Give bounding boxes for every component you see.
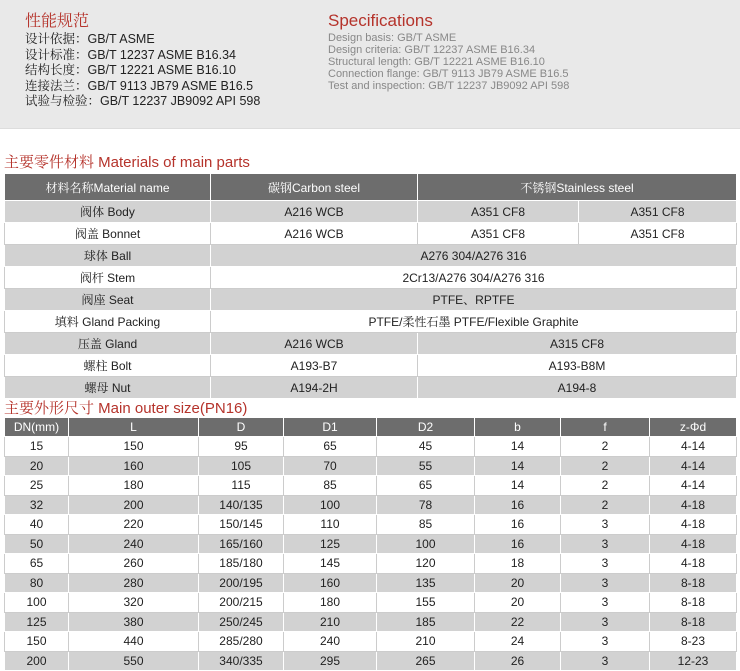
table-row <box>5 554 737 574</box>
part-name: 阀盖 Bonnet <box>5 223 211 245</box>
dimension-cell: 320 <box>69 593 199 613</box>
material-cell: A351 CF8 <box>579 223 737 245</box>
column-header: D2 <box>377 418 475 437</box>
material-cell: A194-8 <box>418 377 737 399</box>
dimension-cell: 240 <box>284 632 377 652</box>
dimension-cell: 55 <box>377 456 475 476</box>
dimensions-table <box>4 417 737 671</box>
material-cell: A351 CF8 <box>418 223 579 245</box>
material-cell: A216 WCB <box>211 333 418 355</box>
dimension-cell: 65 <box>377 476 475 496</box>
material-cell: PTFE/柔性石墨 PTFE/Flexible Graphite <box>211 311 737 333</box>
dimension-cell: 110 <box>284 515 377 535</box>
dimension-cell: 250/245 <box>199 612 284 632</box>
dimension-cell: 380 <box>69 612 199 632</box>
dimension-cell: 3 <box>561 573 650 593</box>
column-header: z-Φd <box>650 418 737 437</box>
part-name: 螺柱 Bolt <box>5 355 211 377</box>
specifications-panel <box>0 0 740 129</box>
dimension-cell: 22 <box>475 612 561 632</box>
dimension-cell: 185 <box>377 612 475 632</box>
spec-en-line: Structural length: GB/T 12221 ASME B16.10 <box>328 56 545 68</box>
materials-title: 主要零件材料 Materials of main parts <box>4 154 250 171</box>
dimension-cell: 3 <box>561 651 650 671</box>
table-row <box>5 437 737 457</box>
dimension-cell: 16 <box>475 515 561 535</box>
table-row <box>5 245 737 267</box>
dimension-cell: 65 <box>284 437 377 457</box>
material-cell: A193-B7 <box>211 355 418 377</box>
dimension-cell: 105 <box>199 456 284 476</box>
material-cell: A276 304/A276 316 <box>211 245 737 267</box>
table-row <box>5 289 737 311</box>
dimension-cell: 260 <box>69 554 199 574</box>
table-row <box>5 311 737 333</box>
part-name: 螺母 Nut <box>5 377 211 399</box>
table-row <box>5 534 737 554</box>
dimension-cell: 50 <box>5 534 69 554</box>
dimension-cell: 100 <box>377 534 475 554</box>
dimension-cell: 8-18 <box>650 612 737 632</box>
spec-cn-line: 试验与检验：GB/T 12237 JB9092 API 598 <box>25 94 261 108</box>
dimension-cell: 2 <box>561 495 650 515</box>
spec-en-title: Specifications <box>328 11 433 30</box>
dimension-cell: 8-23 <box>650 632 737 652</box>
dimension-cell: 24 <box>475 632 561 652</box>
dimension-cell: 70 <box>284 456 377 476</box>
dimension-cell: 14 <box>475 437 561 457</box>
dimension-cell: 14 <box>475 456 561 476</box>
material-cell: A351 CF8 <box>579 201 737 223</box>
spec-en <box>328 10 569 92</box>
dimension-cell: 4-14 <box>650 456 737 476</box>
dimension-cell: 2 <box>561 437 650 457</box>
dimensions-title: 主要外形尺寸 Main outer size(PN16) <box>4 400 248 417</box>
dimension-cell: 140/135 <box>199 495 284 515</box>
spec-en-line: Design basis: GB/T ASME <box>328 32 457 44</box>
dimension-cell: 100 <box>5 593 69 613</box>
dimension-cell: 18 <box>475 554 561 574</box>
dimension-cell: 95 <box>199 437 284 457</box>
dimension-cell: 3 <box>561 515 650 535</box>
dimension-cell: 20 <box>475 593 561 613</box>
spec-cn-line: 结构长度：GB/T 12221 ASME B16.10 <box>25 63 236 77</box>
dimension-cell: 20 <box>475 573 561 593</box>
dimension-cell: 150 <box>69 437 199 457</box>
table-row <box>5 267 737 289</box>
dimension-cell: 150/145 <box>199 515 284 535</box>
dimension-cell: 3 <box>561 593 650 613</box>
spec-en-line: Test and inspection: GB/T 12237 JB9092 API 598 <box>328 80 570 92</box>
dimension-cell: 8-18 <box>650 573 737 593</box>
dimension-cell: 160 <box>69 456 199 476</box>
dimension-cell: 440 <box>69 632 199 652</box>
dimension-cell: 285/280 <box>199 632 284 652</box>
material-cell: A216 WCB <box>211 201 418 223</box>
table-row <box>5 495 737 515</box>
dimension-cell: 2 <box>561 456 650 476</box>
materials-table <box>4 173 737 399</box>
dimension-cell: 16 <box>475 495 561 515</box>
part-name: 压盖 Gland <box>5 333 211 355</box>
table-row <box>5 515 737 535</box>
dimension-cell: 3 <box>561 554 650 574</box>
dimension-cell: 165/160 <box>199 534 284 554</box>
dimension-cell: 40 <box>5 515 69 535</box>
dimension-cell: 200 <box>69 495 199 515</box>
dimension-cell: 240 <box>69 534 199 554</box>
dimension-cell: 550 <box>69 651 199 671</box>
dimension-cell: 3 <box>561 534 650 554</box>
dimension-cell: 4-14 <box>650 476 737 496</box>
dimension-cell: 150 <box>5 632 69 652</box>
dimension-cell: 16 <box>475 534 561 554</box>
column-header: D1 <box>284 418 377 437</box>
material-cell: A216 WCB <box>211 223 418 245</box>
dimension-cell: 200/195 <box>199 573 284 593</box>
dimension-cell: 80 <box>5 573 69 593</box>
dimension-cell: 180 <box>284 593 377 613</box>
dimension-cell: 25 <box>5 476 69 496</box>
dimension-cell: 4-18 <box>650 554 737 574</box>
table-row <box>5 573 737 593</box>
dimension-cell: 155 <box>377 593 475 613</box>
dimension-cell: 210 <box>284 612 377 632</box>
spec-cn-line: 设计依据：GB/T ASME <box>25 32 155 46</box>
spec-en-line: Design criteria: GB/T 12237 ASME B16.34 <box>328 44 536 56</box>
dimension-cell: 200/215 <box>199 593 284 613</box>
table-row <box>5 476 737 496</box>
material-cell: A315 CF8 <box>418 333 737 355</box>
dimension-cell: 45 <box>377 437 475 457</box>
dimension-cell: 26 <box>475 651 561 671</box>
material-cell: A193-B8M <box>418 355 737 377</box>
part-name: 阀座 Seat <box>5 289 211 311</box>
dimension-cell: 3 <box>561 632 650 652</box>
spec-cn-line: 设计标准：GB/T 12237 ASME B16.34 <box>25 47 236 62</box>
table-row <box>5 612 737 632</box>
dimension-cell: 4-14 <box>650 437 737 457</box>
dimension-cell: 4-18 <box>650 534 737 554</box>
dimension-cell: 200 <box>5 651 69 671</box>
dimension-cell: 125 <box>5 612 69 632</box>
dimension-cell: 85 <box>377 515 475 535</box>
dimension-cell: 295 <box>284 651 377 671</box>
dimension-cell: 120 <box>377 554 475 574</box>
table-row <box>5 201 737 223</box>
dimension-cell: 220 <box>69 515 199 535</box>
dimension-cell: 78 <box>377 495 475 515</box>
header-stainless-steel: 不锈钢Stainless steel <box>418 174 737 201</box>
dimension-cell: 210 <box>377 632 475 652</box>
material-cell: A194-2H <box>211 377 418 399</box>
dimension-cell: 180 <box>69 476 199 496</box>
dimension-cell: 65 <box>5 554 69 574</box>
spec-cn-title: 性能规范 <box>25 13 90 30</box>
dimension-cell: 14 <box>475 476 561 496</box>
dimension-cell: 15 <box>5 437 69 457</box>
header-material-name: 材料名称Material name <box>5 174 211 201</box>
header-carbon-steel: 碳钢Carbon steel <box>211 174 418 201</box>
part-name: 球体 Ball <box>5 245 211 267</box>
dimension-cell: 85 <box>284 476 377 496</box>
dimension-cell: 160 <box>284 573 377 593</box>
table-row <box>5 333 737 355</box>
table-row <box>5 651 737 671</box>
table-row <box>5 223 737 245</box>
dimension-cell: 135 <box>377 573 475 593</box>
dimension-cell: 265 <box>377 651 475 671</box>
dimension-cell: 2 <box>561 476 650 496</box>
dimension-cell: 12-23 <box>650 651 737 671</box>
table-row <box>5 456 737 476</box>
dimension-cell: 100 <box>284 495 377 515</box>
table-row <box>5 632 737 652</box>
dimension-cell: 125 <box>284 534 377 554</box>
dimension-cell: 20 <box>5 456 69 476</box>
dimension-cell: 340/335 <box>199 651 284 671</box>
column-header: b <box>475 418 561 437</box>
material-cell: PTFE、RPTFE <box>211 289 737 311</box>
column-header: f <box>561 418 650 437</box>
dimension-cell: 3 <box>561 612 650 632</box>
spec-cn-line: 连接法兰：GB/T 9113 JB79 ASME B16.5 <box>25 78 254 93</box>
dimension-cell: 185/180 <box>199 554 284 574</box>
dimension-cell: 4-18 <box>650 495 737 515</box>
spec-cn <box>25 12 260 110</box>
dimension-cell: 4-18 <box>650 515 737 535</box>
dimension-cell: 8-18 <box>650 593 737 613</box>
table-row <box>5 377 737 399</box>
part-name: 阀体 Body <box>5 201 211 223</box>
dimension-cell: 115 <box>199 476 284 496</box>
spec-en-line: Connection flange: GB/T 9113 JB79 ASME B16.5 <box>328 68 569 80</box>
material-cell: 2Cr13/A276 304/A276 316 <box>211 267 737 289</box>
table-row <box>5 355 737 377</box>
dimension-cell: 145 <box>284 554 377 574</box>
column-header: D <box>199 418 284 437</box>
dimension-cell: 280 <box>69 573 199 593</box>
column-header: DN(mm) <box>5 418 69 437</box>
column-header: L <box>69 418 199 437</box>
table-row <box>5 593 737 613</box>
material-cell: A351 CF8 <box>418 201 579 223</box>
part-name: 阀杆 Stem <box>5 267 211 289</box>
part-name: 填料 Gland Packing <box>5 311 211 333</box>
dimension-cell: 32 <box>5 495 69 515</box>
